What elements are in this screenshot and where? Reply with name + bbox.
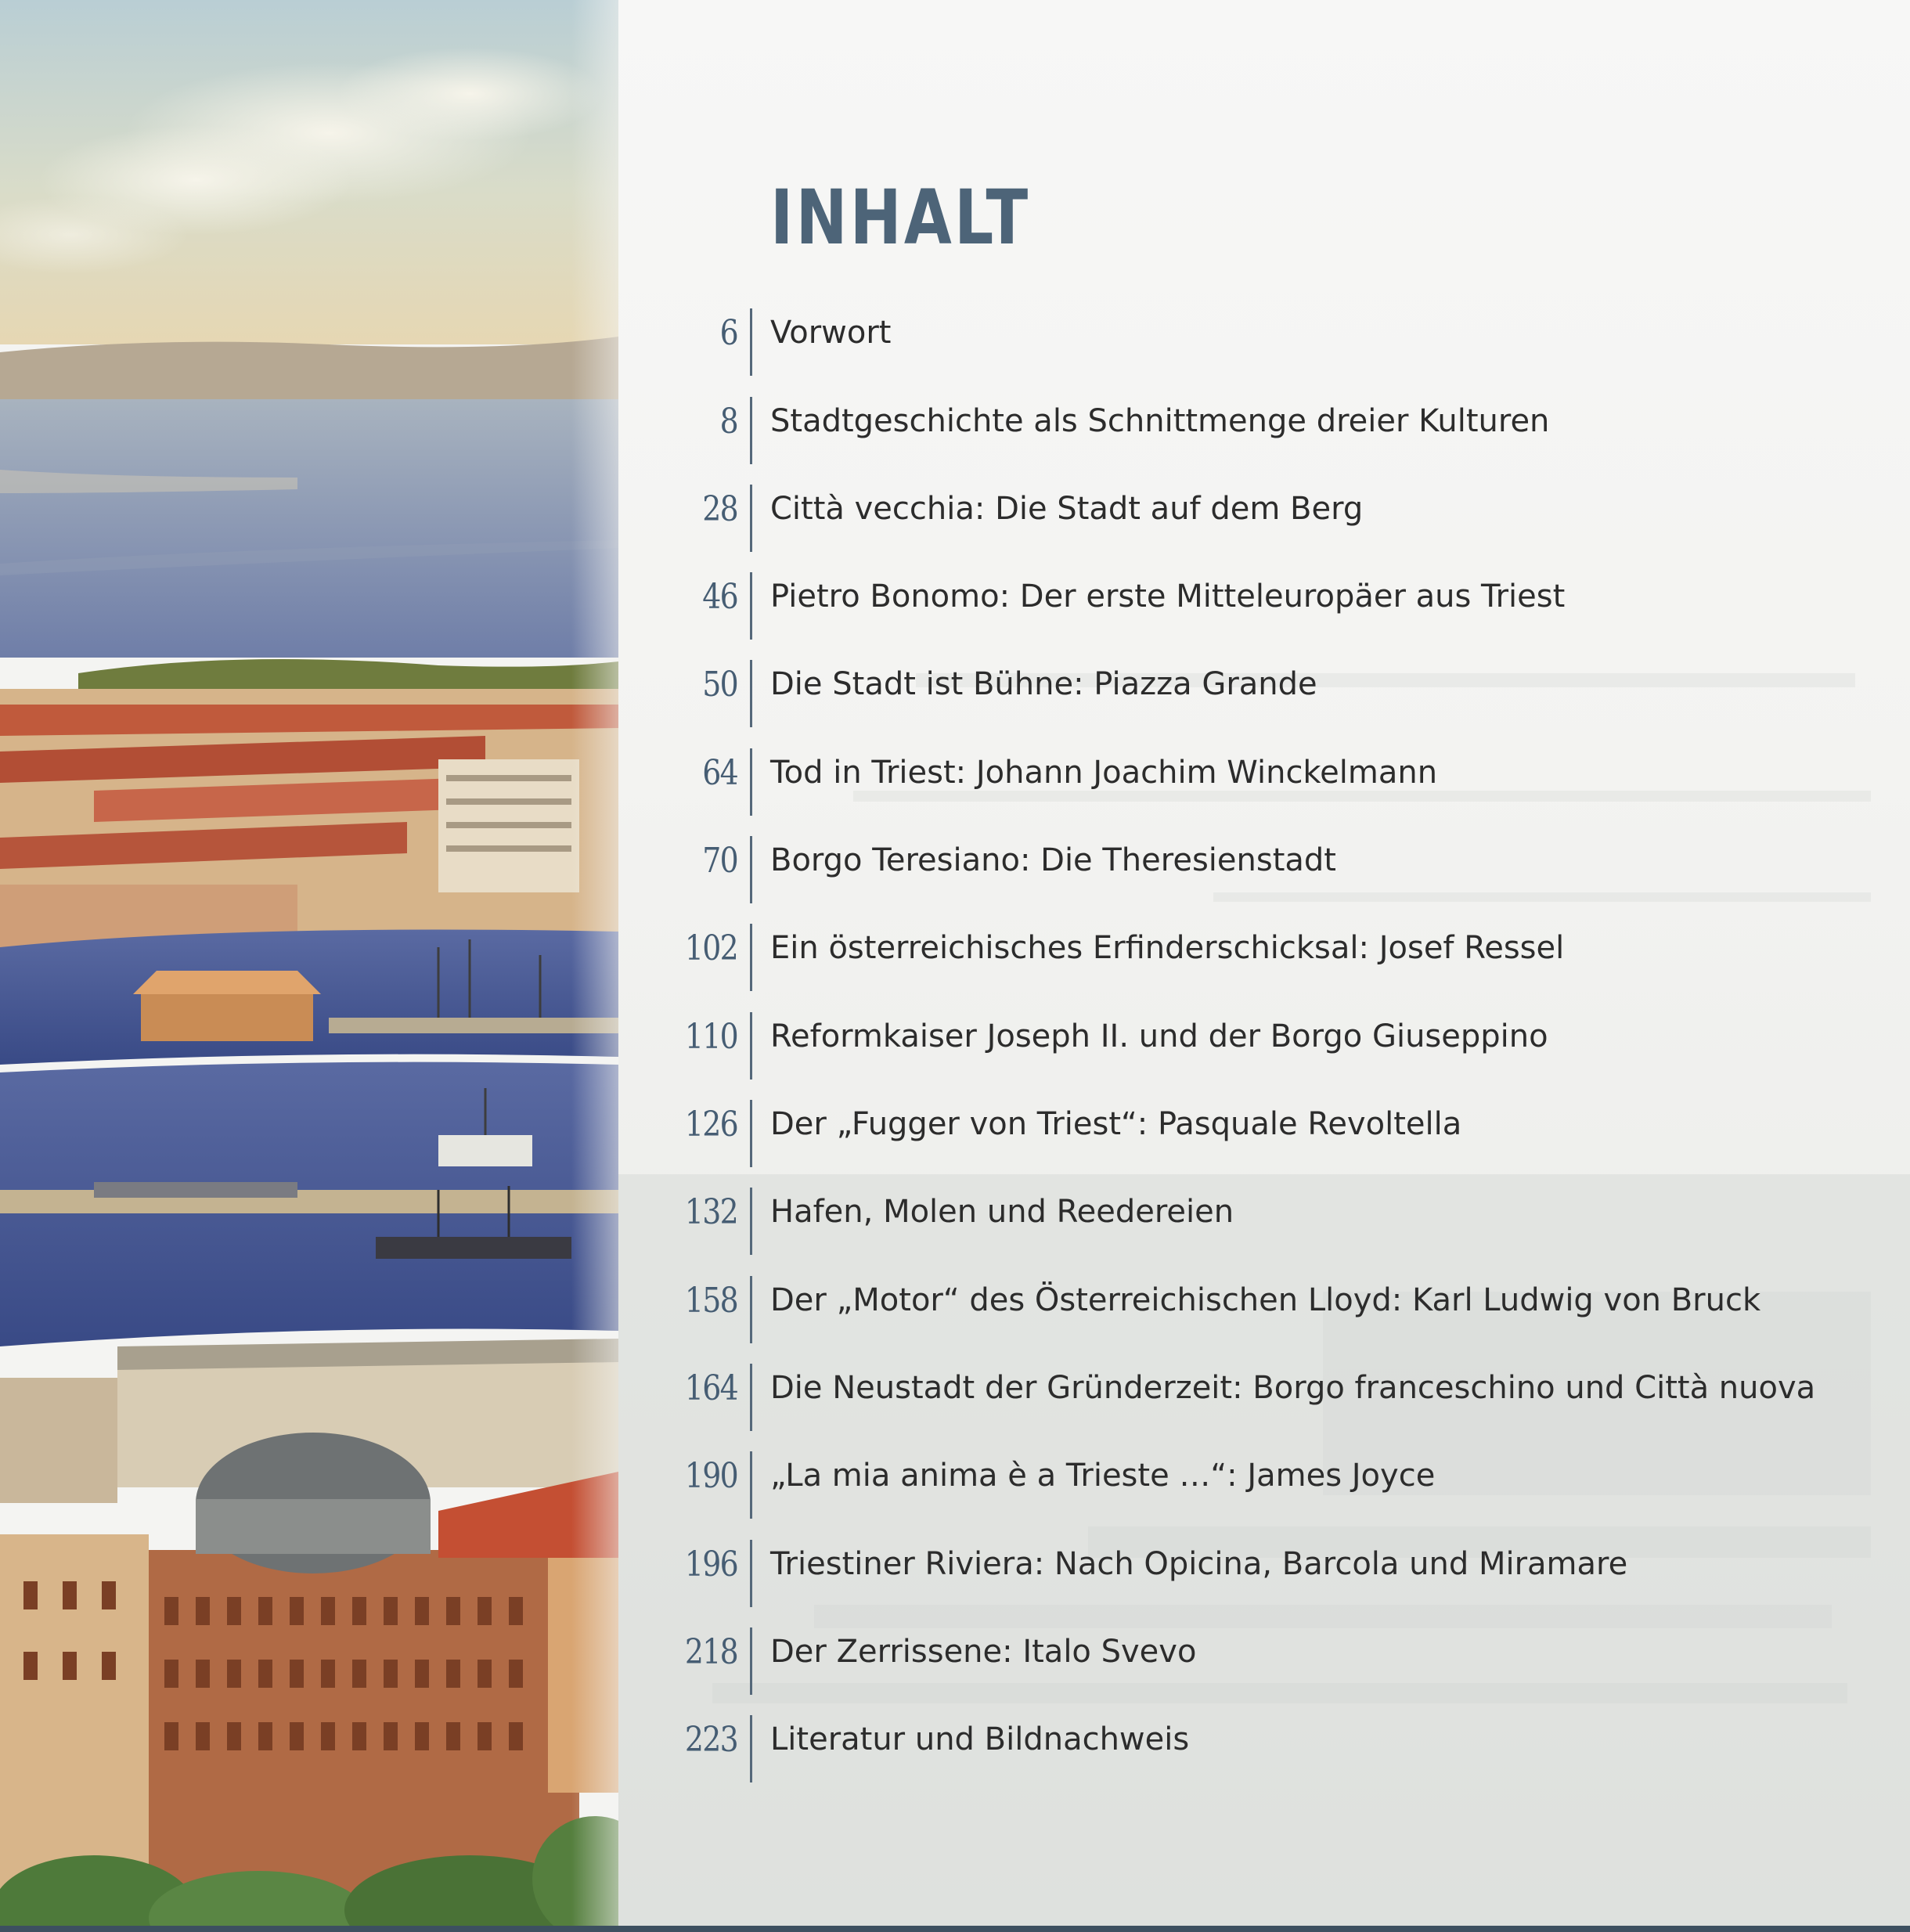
toc-entry[interactable] <box>618 1180 1910 1266</box>
page-number: 64 <box>702 753 737 793</box>
page-number: 28 <box>702 489 737 529</box>
chapter-title: „La mia anima è a Trieste …“: James Joyce <box>770 1458 1436 1494</box>
toc-entry[interactable] <box>618 916 1910 1002</box>
divider <box>750 1188 752 1255</box>
divider <box>750 485 752 552</box>
divider <box>750 924 752 991</box>
toc-entry[interactable] <box>618 828 1910 914</box>
divider <box>750 1012 752 1080</box>
page-number: 164 <box>684 1368 737 1408</box>
toc-list <box>618 0 1910 1932</box>
divider <box>750 1276 752 1343</box>
toc-entry[interactable] <box>618 1620 1910 1706</box>
page-number: 190 <box>684 1456 737 1496</box>
divider <box>750 1715 752 1782</box>
toc-entry[interactable] <box>618 477 1910 563</box>
page-number: 158 <box>684 1281 737 1321</box>
page-edge <box>0 1926 1910 1932</box>
chapter-title: Die Stadt ist Bühne: Piazza Grande <box>770 666 1317 702</box>
chapter-title: Pietro Bonomo: Der erste Mitteleuropäer aus Triest <box>770 579 1566 615</box>
harbour-illustration <box>0 0 618 1932</box>
divider <box>750 660 752 727</box>
toc-entry[interactable] <box>618 1004 1910 1090</box>
divider <box>750 1540 752 1607</box>
toc-entry[interactable] <box>618 741 1910 827</box>
divider <box>750 572 752 640</box>
chapter-title: Der „Motor“ des Österreichischen Lloyd: Karl Ludwig von Bruck <box>770 1282 1761 1318</box>
divider <box>750 1451 752 1519</box>
chapter-title: Triestiner Riviera: Nach Opicina, Barcola und Miramare <box>770 1546 1628 1582</box>
divider <box>750 1364 752 1431</box>
harbour-picture <box>0 0 618 1932</box>
toc-entry[interactable] <box>618 301 1910 387</box>
page-number: 196 <box>684 1545 737 1584</box>
chapter-title: Ein österreichisches Erfinderschicksal: Josef Ressel <box>770 930 1565 966</box>
page-number: 50 <box>702 665 737 705</box>
chapter-title: Stadtgeschichte als Schnittmenge dreier Kulturen <box>770 403 1550 439</box>
page-number: 102 <box>684 928 737 968</box>
toc-entry[interactable] <box>618 1356 1910 1442</box>
chapter-title: Der Zerrissene: Italo Svevo <box>770 1634 1197 1670</box>
page-number: 132 <box>684 1192 737 1232</box>
toc-entry[interactable] <box>618 652 1910 738</box>
toc-entry[interactable] <box>618 564 1910 651</box>
page-number: 6 <box>719 313 737 353</box>
divider <box>750 1100 752 1167</box>
chapter-title: Literatur und Bildnachweis <box>770 1721 1190 1757</box>
chapter-title: Hafen, Molen und Reedereien <box>770 1194 1234 1230</box>
chapter-title: Città vecchia: Die Stadt auf dem Berg <box>770 491 1364 527</box>
page-number: 8 <box>719 402 737 442</box>
divider <box>750 748 752 816</box>
divider <box>750 308 752 376</box>
toc-entry[interactable] <box>618 1707 1910 1793</box>
page-number: 218 <box>684 1632 737 1672</box>
chapter-title: Der „Fugger von Triest“: Pasquale Revoltella <box>770 1106 1462 1142</box>
divider <box>750 836 752 903</box>
page-number: 110 <box>684 1017 737 1057</box>
page-title: INHALT <box>770 174 1031 261</box>
photo-fade <box>571 0 618 1932</box>
chapter-title: Die Neustadt der Gründerzeit: Borgo franceschino und Città nuova <box>770 1370 1816 1406</box>
contents-page <box>618 0 1910 1932</box>
page-number: 126 <box>684 1105 737 1144</box>
chapter-title: Borgo Teresiano: Die Theresienstadt <box>770 842 1336 878</box>
page-number: 223 <box>684 1720 737 1760</box>
chapter-title: Vorwort <box>770 315 892 351</box>
divider <box>750 397 752 464</box>
toc-entry[interactable] <box>618 1268 1910 1354</box>
divider <box>750 1627 752 1695</box>
chapter-title: Tod in Triest: Johann Joachim Winckelmann <box>770 755 1438 791</box>
toc-entry[interactable] <box>618 1444 1910 1530</box>
page-number: 70 <box>702 841 737 881</box>
toc-entry[interactable] <box>618 1092 1910 1178</box>
toc-entry[interactable] <box>618 389 1910 475</box>
toc-entry[interactable] <box>618 1532 1910 1618</box>
chapter-title: Reformkaiser Joseph II. und der Borgo Giuseppino <box>770 1018 1548 1054</box>
page-number: 46 <box>702 577 737 617</box>
